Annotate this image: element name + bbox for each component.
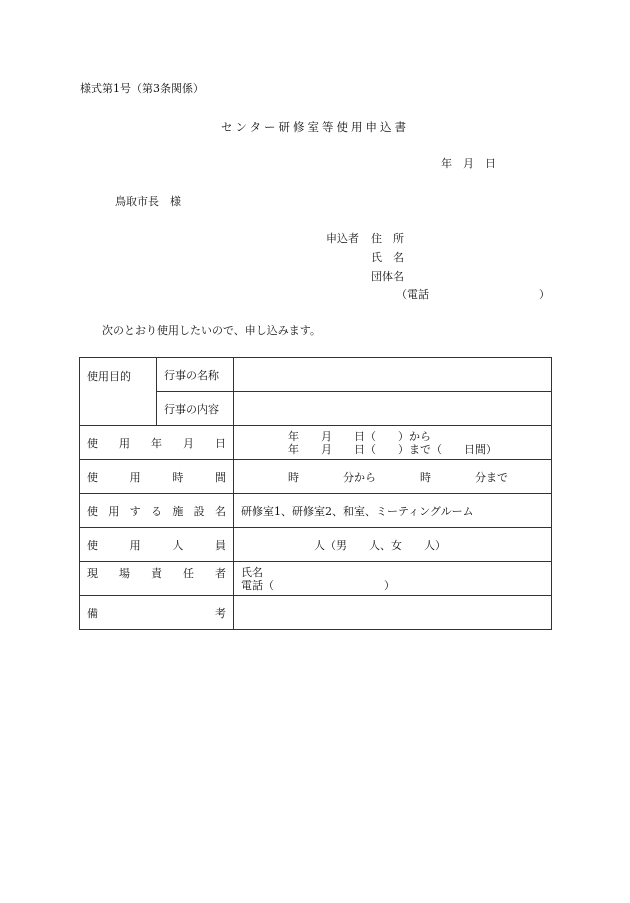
people-field[interactable]: 人（男 人、女 人） [234,528,552,562]
date-line: 年 月 日 [441,157,496,170]
addressee: 鳥取市長 様 [115,195,181,208]
remarks-label: 備 考 [80,596,234,630]
event-content-label: 行事の内容 [157,392,234,426]
manager-name-label: 氏名 [241,565,263,579]
document-title: センター研修室等使用申込書 [220,120,410,134]
phone-open-label: （電話 [396,288,429,301]
manager-phone-label: 電話（ ） [241,578,395,592]
event-content-field[interactable] [234,392,552,426]
address-label: 住 所 [371,232,404,245]
time-field[interactable]: 時 分から 時 分まで [234,460,552,494]
table-row [80,494,552,528]
event-name-field[interactable] [234,358,552,392]
table-row [80,562,552,596]
table-row [80,358,552,392]
phone-field [396,286,550,302]
remarks-field[interactable] [234,596,552,630]
event-name-label: 行事の名称 [157,358,234,392]
time-label: 使 用 時 間 [80,460,234,494]
group-label: 団体名 [371,270,404,283]
date-field[interactable] [234,426,552,460]
date-label: 使 用 年 月 日 [80,426,234,460]
date-to: 年 月 日（ ）まで（ 日間） [288,442,497,456]
name-label: 氏 名 [371,251,404,264]
table-row [80,528,552,562]
application-table [79,357,552,630]
table-row [80,460,552,494]
table-row [80,426,552,460]
phone-close-paren: ） [539,288,550,301]
table-row [80,596,552,630]
applicant-label: 申込者 [326,232,359,245]
purpose-label: 使用目的 [80,358,157,426]
manager-label: 現 場 責 任 者 [80,562,234,596]
date-from: 年 月 日（ ）から [288,429,431,443]
facility-field[interactable]: 研修室1、研修室2、和室、ミーティングルーム [234,494,552,528]
people-label: 使 用 人 員 [80,528,234,562]
facility-label: 使用する施設名 [80,494,234,528]
form-number: 様式第1号（第3条関係） [80,82,204,95]
intro-text: 次のとおり使用したいので、申し込みます。 [102,324,321,337]
manager-field[interactable] [234,562,552,596]
